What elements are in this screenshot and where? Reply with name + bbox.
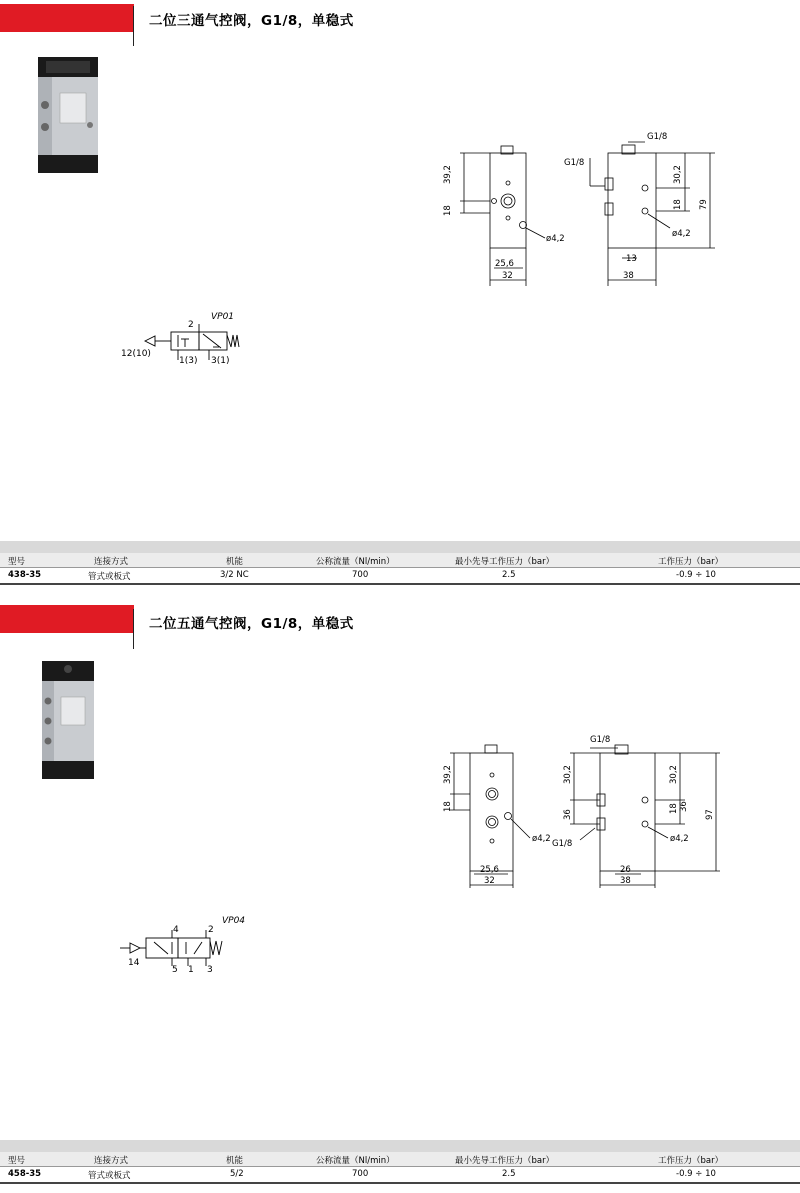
table-row <box>0 568 800 585</box>
dim-front-w1: 25,6 <box>480 865 499 875</box>
dim-side-h1: 30,2 <box>673 165 683 184</box>
valve-symbol <box>115 306 255 370</box>
port-label: 14 <box>128 958 140 968</box>
dim-side-h5: 30,2 <box>669 765 679 784</box>
dim-side-h4: 36 <box>679 801 689 812</box>
product-photo <box>34 659 104 787</box>
product-title: 二位三通气控阀，G1/8，单稳式 <box>149 13 354 29</box>
dim-front-w2: 32 <box>484 876 495 886</box>
product-title: 二位五通气控阀，G1/8，单稳式 <box>149 616 354 632</box>
header-cell: 工作压力（bar） <box>658 557 724 567</box>
header-cell: 工作压力（bar） <box>658 1156 724 1166</box>
dim-front-h1: 39,2 <box>443 165 453 184</box>
product-section-1 <box>0 0 800 590</box>
dimension-drawing <box>440 128 730 293</box>
connection-cell: 管式或板式 <box>88 572 131 582</box>
dim-side-h2: 36 <box>563 809 573 820</box>
table-header-row <box>0 553 800 568</box>
symbol-label: VP04 <box>222 916 246 926</box>
dim-side-thread-side: G1/8 <box>552 839 573 849</box>
port-label: 2 <box>208 925 214 935</box>
dim-side-w1: 13 <box>626 254 637 264</box>
valve-symbol <box>110 910 260 976</box>
port-label: 3 <box>207 965 213 975</box>
table-header-row <box>0 1152 800 1167</box>
dim-side-thread-top: G1/8 <box>590 735 611 745</box>
port-label: 4 <box>173 925 179 935</box>
dim-front-h1: 39,2 <box>443 765 453 784</box>
product-photo <box>30 55 105 185</box>
spec-table <box>0 1140 800 1184</box>
pilot-pressure-cell: 2.5 <box>502 570 516 580</box>
function-cell: 3/2 NC <box>220 570 249 580</box>
header-cell: 连接方式 <box>94 557 129 567</box>
port-label: 1(3) <box>179 356 198 366</box>
working-pressure-cell: -0.9 ÷ 10 <box>676 1169 716 1179</box>
dim-side-w1: 26 <box>620 865 631 875</box>
dim-side-total: 79 <box>699 199 709 210</box>
dim-side-h3: 18 <box>669 803 679 814</box>
spec-table <box>0 541 800 585</box>
flow-cell: 700 <box>352 570 369 580</box>
model-cell: 438-35 <box>8 570 42 580</box>
product-section-2 <box>0 603 800 1193</box>
header-cell: 公称流量（Nl/min） <box>316 557 395 567</box>
connection-cell: 管式或板式 <box>88 1171 131 1181</box>
flow-cell: 700 <box>352 1169 369 1179</box>
dim-front-w1: 25,6 <box>495 259 514 269</box>
working-pressure-cell: -0.9 ÷ 10 <box>676 570 716 580</box>
header-cell: 最小先导工作压力（bar） <box>455 557 555 567</box>
table-band <box>0 1140 800 1152</box>
header-cell: 最小先导工作压力（bar） <box>455 1156 555 1166</box>
dim-side-thread-top: G1/8 <box>647 132 668 142</box>
table-band <box>0 541 800 553</box>
dim-front-w2: 32 <box>502 271 513 281</box>
table-row <box>0 1167 800 1184</box>
symbol-label: VP01 <box>211 312 235 322</box>
dim-side-total: 97 <box>705 809 715 820</box>
dim-front-h2: 18 <box>443 205 453 216</box>
red-header-bar <box>0 4 134 32</box>
header-cell: 连接方式 <box>94 1156 129 1166</box>
header-cell: 公称流量（Nl/min） <box>316 1156 395 1166</box>
dim-front-h2: 18 <box>443 801 453 812</box>
dimension-drawing <box>440 728 730 888</box>
dim-front-hole: ø4,2 <box>532 834 551 844</box>
header-divider <box>133 609 134 649</box>
dim-side-w2: 38 <box>623 271 634 281</box>
port-label: 2 <box>188 320 194 330</box>
red-header-bar <box>0 605 134 633</box>
header-cell: 机能 <box>226 557 244 567</box>
header-divider <box>133 6 134 46</box>
header-cell: 型号 <box>8 557 26 567</box>
port-label: 3(1) <box>211 356 230 366</box>
dim-side-w2: 38 <box>620 876 631 886</box>
port-label: 12(10) <box>121 349 151 359</box>
dim-side-h1: 30,2 <box>563 765 573 784</box>
header-cell: 机能 <box>226 1156 244 1166</box>
port-label: 5 <box>172 965 178 975</box>
model-cell: 458-35 <box>8 1169 42 1179</box>
dim-side-h2: 18 <box>673 199 683 210</box>
dim-side-hole: ø4,2 <box>672 229 691 239</box>
pilot-pressure-cell: 2.5 <box>502 1169 516 1179</box>
port-label: 1 <box>188 965 194 975</box>
dim-side-thread-side: G1/8 <box>564 158 585 168</box>
function-cell: 5/2 <box>230 1169 244 1179</box>
dim-side-hole: ø4,2 <box>670 834 689 844</box>
dim-front-hole: ø4,2 <box>546 234 565 244</box>
header-cell: 型号 <box>8 1156 26 1166</box>
